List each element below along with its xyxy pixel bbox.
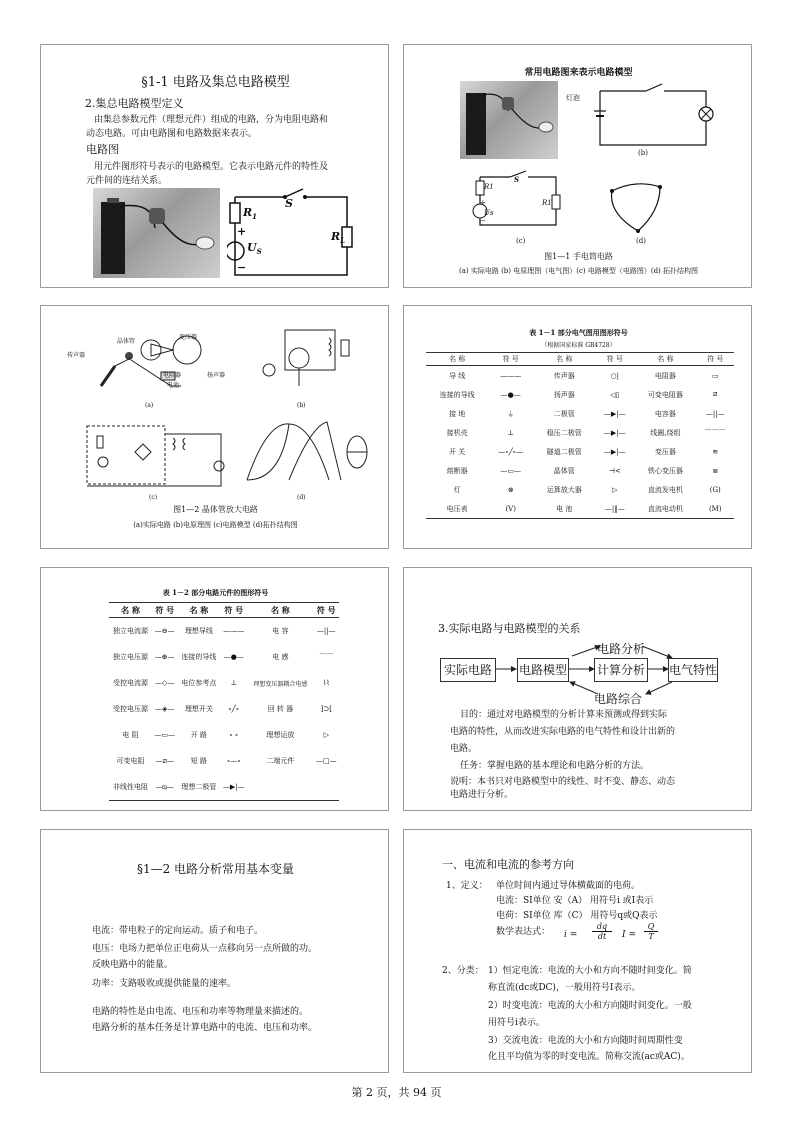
paragraph-line: 电路的特性是由电流、电压和功率等物理量来描述的。 xyxy=(92,1007,309,1017)
label-a: (a) xyxy=(145,402,154,409)
cell: 稳压二极管 xyxy=(546,428,582,437)
speaker-symbol: ◁▯ xyxy=(610,390,620,399)
cell: 理想二极管 xyxy=(181,783,217,791)
capacitor-symbol: —||— xyxy=(316,627,336,635)
classification-line: 3）交流电流：电流的大小和方向随时间周期性变 xyxy=(488,1036,683,1046)
resistor-label: 电阻器 xyxy=(163,372,182,379)
switch-label: S xyxy=(285,197,293,210)
paragraph-line: 电路分析的基本任务是计算电路中的电流、电压和功率。 xyxy=(92,1023,318,1033)
coupled-inductor-symbol: ⌇⌇ xyxy=(322,679,330,687)
box-electrical-property: 电气特性 xyxy=(668,658,718,682)
classification-line: 称直流(dc或DC)，一般用符号I表示。 xyxy=(488,983,641,993)
paragraph-line: 说明：本书只对电路模型中的线性、时不变、静态、动态 xyxy=(450,777,676,787)
slide-3 xyxy=(40,305,389,549)
open-symbol: ∘ ∘ xyxy=(229,731,239,739)
cell: 受控电流源 xyxy=(113,679,149,687)
table-row xyxy=(426,366,734,386)
r1-label: $R_1$ xyxy=(243,206,258,222)
cell: 非线性电阻 xyxy=(113,783,149,791)
capacitor-symbol: —||— xyxy=(705,409,725,418)
r1-label: R1 xyxy=(484,183,494,191)
us-label: Us xyxy=(484,209,494,217)
cell: 导 线 xyxy=(449,371,466,380)
transistor-symbol: ⊣< xyxy=(608,466,621,475)
cell: 电压表 xyxy=(446,504,468,513)
table-row xyxy=(109,748,339,774)
slide-4 xyxy=(403,305,752,549)
cell: 理想导线 xyxy=(184,627,213,635)
cell: 受控电压源 xyxy=(113,705,149,713)
element-table xyxy=(109,602,339,801)
cell: 电 感 xyxy=(272,653,289,661)
battery-symbol: —|‖— xyxy=(604,504,625,513)
paragraph-line: 电路。 xyxy=(450,744,478,754)
flashlight-photo xyxy=(460,81,558,159)
voltage-source-symbol: —⊕— xyxy=(154,653,175,661)
slide-8 xyxy=(403,829,752,1073)
sub-heading: 电路图 xyxy=(86,143,119,156)
cell: 隧道二极管 xyxy=(546,447,582,456)
table-title: 表 1－1 部分电气图用图形符号 xyxy=(529,328,628,337)
us-label: $U_S$ xyxy=(247,241,262,257)
lamp-label: 灯泡 xyxy=(566,94,580,102)
cell: 直流电动机 xyxy=(647,504,683,513)
battery-icon xyxy=(460,81,558,159)
bottom-label: 电路综合 xyxy=(594,692,643,706)
two-terminal-symbol: —□— xyxy=(315,757,337,765)
diode-symbol: —▶|— xyxy=(222,783,245,791)
paragraph-line: 由集总参数元件（理想元件）组成的电路，分为电阻电路和 xyxy=(94,115,329,125)
paragraph-line: 电流：带电粒子的定向运动。质子和电子。 xyxy=(92,926,264,936)
table-row xyxy=(426,499,734,519)
header-cell: 名 称 xyxy=(270,604,290,615)
figure-caption: 图1—2 晶体管放大电路 xyxy=(173,505,258,514)
speaker-label: 扬声器 xyxy=(207,372,226,379)
fraction-q-t: Q T xyxy=(644,922,658,941)
table-row xyxy=(426,385,734,404)
header-cell: 名 称 xyxy=(189,604,209,615)
cell: 回 转 器 xyxy=(267,705,294,713)
unit-line: 电荷：SI单位 库（C） 用符号q或Q表示 xyxy=(496,911,658,921)
reference-symbol: ⊥ xyxy=(230,679,238,687)
plus-label: + xyxy=(480,199,486,207)
definition-text: 单位时间内通过导体横截面的电荷。 xyxy=(496,881,641,891)
inductor-symbol: ⌒⌒ xyxy=(319,653,334,661)
figure-subcaption: (a)实际电路 (b)电原理图 (c)电路模型 (d)拓扑结构图 xyxy=(133,521,298,529)
cell: 短 路 xyxy=(190,757,208,765)
minus-label: − xyxy=(237,261,247,274)
cell xyxy=(247,774,313,801)
minus-label: − xyxy=(480,217,486,225)
table-row xyxy=(109,618,339,645)
cell: 线圈,绕组 xyxy=(650,428,681,437)
slide-title: 3.实际电路与电路模型的关系 xyxy=(438,622,581,635)
diode-symbol: —▶|— xyxy=(603,409,626,418)
schematic-c xyxy=(472,169,568,233)
paragraph-line: 任务：掌握电路的基本理论和电路分析的方法。 xyxy=(460,761,650,771)
cell: 接机壳 xyxy=(446,428,468,437)
cell: 独立电流源 xyxy=(113,627,149,635)
cell: 可变电阻 xyxy=(116,757,145,765)
table-row xyxy=(109,774,339,801)
opamp-symbol: ▷ xyxy=(612,485,618,494)
switch-symbol: ∘╱∘ xyxy=(228,705,240,713)
controlled-voltage-symbol: —◈— xyxy=(155,705,175,713)
variable-resistor-symbol: ⧄ xyxy=(713,390,718,398)
label-c: (c) xyxy=(149,494,158,501)
cell: 开 关 xyxy=(449,447,466,456)
slide-7 xyxy=(40,829,389,1073)
transformer-symbol: ≋ xyxy=(712,447,719,456)
paragraph-line: 电压：电场力把单位正电荷从一点移向另一点所做的功。 xyxy=(92,944,318,954)
battery-icon xyxy=(93,188,220,278)
paragraph-line: 电路进行分析。 xyxy=(450,790,514,800)
cell: 开 路 xyxy=(190,731,208,739)
paragraph-line: 电路的特性，从而改进实际电路的电气特性和设计出新的 xyxy=(450,727,676,737)
label-d: (d) xyxy=(636,237,646,245)
chassis-symbol: ⊥ xyxy=(507,428,514,437)
header-cell: 符 号 xyxy=(707,355,724,363)
table-row xyxy=(426,404,734,423)
amplifier-photo-a xyxy=(71,326,221,401)
short-symbol: ∘—∘ xyxy=(226,757,241,765)
cell: 运算放大器 xyxy=(546,485,582,494)
classification-line: 用符号i表示。 xyxy=(488,1018,545,1028)
paragraph-line: 动态电路。可由电路图和电路数据来表示。 xyxy=(86,129,258,139)
gyrator-symbol: ]⊃[ xyxy=(320,705,332,713)
voltmeter-symbol: (V) xyxy=(505,504,516,513)
cell: 铁心变压器 xyxy=(647,466,683,475)
cell: 理想运放 xyxy=(266,731,295,739)
fraction-dq-dt: dq dt xyxy=(592,922,612,941)
box-circuit-model: 电路模型 xyxy=(517,658,569,682)
fuse-symbol: —▭— xyxy=(500,466,522,475)
slide-2 xyxy=(403,44,752,288)
slide-title: 一、电流和电流的参考方向 xyxy=(442,858,574,871)
classification-label: 2、分类： xyxy=(442,966,484,976)
top-label: 电路分析 xyxy=(597,642,646,656)
header-cell: 符 号 xyxy=(224,604,244,615)
slide-1 xyxy=(40,44,389,288)
header-cell: 名 称 xyxy=(121,604,140,615)
cell: 直流发电机 xyxy=(647,485,683,494)
label-c: (c) xyxy=(516,237,526,245)
cell: 连接的导线 xyxy=(181,653,217,661)
circuit-model-c xyxy=(81,416,231,491)
cell xyxy=(314,774,339,801)
wire-symbol: ——— xyxy=(500,371,522,380)
table-row xyxy=(109,644,339,670)
cell: 电阻器 xyxy=(654,371,676,380)
section-heading: 2.集总电路模型定义 xyxy=(85,97,184,110)
r2-label: R1 xyxy=(542,199,552,207)
header-cell: 名 称 xyxy=(556,355,573,363)
paragraph-line: 反映电路中的能量。 xyxy=(92,960,174,970)
coil-symbol: ⌒⌒⌒ xyxy=(704,428,726,437)
transformer-label: 变压器 xyxy=(179,334,198,341)
resistor-symbol: ▭ xyxy=(711,371,719,380)
cell: 理想开关 xyxy=(184,705,213,713)
transistor-label: 晶体管 xyxy=(117,338,136,345)
cell: 独立电压源 xyxy=(113,653,149,661)
junction-symbol: —●— xyxy=(500,390,521,399)
cell: 熔断器 xyxy=(446,466,468,475)
formula-i: i = xyxy=(564,930,578,940)
schematic-b xyxy=(594,81,714,159)
topology-d xyxy=(604,177,664,239)
classification-line: 2）时变电流：电流的大小和方向随时间变化。一般 xyxy=(488,1001,692,1011)
slide-title: 常用电路图来表示电路模型 xyxy=(524,68,633,78)
switch-symbol: —∘╱∘— xyxy=(498,447,524,456)
cell: 变压器 xyxy=(654,447,676,456)
table-row xyxy=(426,461,734,480)
figure-subcaption: (a) 实际电路 (b) 电原理图（电气图）(c) 电路模型（电路图）(d) 拓扑结构图 xyxy=(458,267,699,275)
schematic-b xyxy=(255,324,355,399)
formula-I: I = xyxy=(622,930,636,940)
page-footer: 第 2 页，共 94 页 xyxy=(351,1086,442,1099)
cell: 接 地 xyxy=(449,409,466,418)
cell: 电位参考点 xyxy=(181,679,217,687)
wire-symbol: ——— xyxy=(223,627,245,635)
tunnel-diode-symbol: —▶|— xyxy=(603,447,626,456)
current-source-symbol: —⊖— xyxy=(154,627,175,635)
cell: 电 容 xyxy=(272,627,289,635)
paragraph-line: 元件间的连结关系。 xyxy=(86,176,168,186)
box-calculation: 计算分析 xyxy=(594,658,648,682)
controlled-current-symbol: —◇— xyxy=(155,679,175,687)
header-cell: 名 称 xyxy=(449,355,466,363)
classification-line: 1）恒定电流：电流的大小和方向不随时间变化。简 xyxy=(488,966,692,976)
s-label: S xyxy=(514,175,520,184)
table-header-row xyxy=(426,353,734,366)
formula-label: 数学表达式： xyxy=(496,927,551,937)
cell: 二端元件 xyxy=(266,757,295,765)
table-header-row xyxy=(109,603,339,618)
paragraph-line: 用元件图形符号表示的电路模型。它表示电路元件的特性及 xyxy=(94,162,329,172)
cell: 二极管 xyxy=(553,409,575,418)
header-cell: 符 号 xyxy=(502,355,519,363)
figure-caption: 图1—1 手电筒电路 xyxy=(544,252,613,261)
classification-line: 化且平均值为零的时变电流。简称交流(ac或AC)。 xyxy=(488,1052,690,1062)
header-cell: 符 号 xyxy=(316,604,336,615)
table-title: 表 1－2 部分电路元件的图形符号 xyxy=(162,588,269,597)
topology-d xyxy=(241,416,381,491)
label-b: (b) xyxy=(638,149,648,157)
box-real-circuit: 实际电路 xyxy=(440,658,496,682)
label-d: (d) xyxy=(297,494,306,501)
slide-title: §1—2 电路分析常用基本变量 xyxy=(136,862,295,876)
cell: 连接的导线 xyxy=(439,390,475,399)
table-row xyxy=(109,696,339,722)
paragraph-line: 功率：支路吸收或提供能量的速率。 xyxy=(92,979,237,989)
cell: 晶体管 xyxy=(553,466,575,475)
plus-label: + xyxy=(237,225,247,238)
header-cell: 名 称 xyxy=(657,355,674,363)
nonlinear-resistor-symbol: —⧅— xyxy=(155,782,174,791)
table-row xyxy=(426,480,734,499)
microphone-symbol: ○| xyxy=(610,371,620,380)
slide-title: §1-1 电路及集总电路模型 xyxy=(141,75,290,90)
zener-symbol: —▶|— xyxy=(603,428,626,437)
table-subtitle: （根据国家标准 GB4728） xyxy=(541,342,616,349)
cell: 电 阻 xyxy=(122,731,139,739)
definition-label: 1、定义： xyxy=(446,881,488,891)
unit-line: 电流：SI单位 安（A） 用符号i 或I表示 xyxy=(496,896,654,906)
opamp-symbol: ▷ xyxy=(323,731,329,739)
table-row xyxy=(426,442,734,461)
generator-symbol: (G) xyxy=(709,485,721,494)
motor-symbol: (M) xyxy=(708,504,722,513)
junction-symbol: —●— xyxy=(223,653,244,661)
label-b: (b) xyxy=(297,402,306,409)
paragraph-line: 目的：通过对电路模型的分析计算来预测或得到实际 xyxy=(460,710,668,720)
rl-label: $R_L$ xyxy=(331,230,346,246)
ground-symbol: ⏚ xyxy=(507,409,515,418)
mic-label: 传声器 xyxy=(67,352,86,359)
slide-6 xyxy=(403,567,752,811)
battery-label: 电池 xyxy=(167,382,180,389)
header-cell: 符 号 xyxy=(155,604,175,615)
cell: 电 池 xyxy=(556,504,573,513)
slide-5 xyxy=(40,567,389,811)
cell: 理想变压器耦合电感 xyxy=(253,680,308,688)
cell: 传声器 xyxy=(553,371,575,380)
cell: 扬声器 xyxy=(553,390,575,399)
flashlight-photo xyxy=(93,188,220,278)
table-row xyxy=(426,423,734,442)
table-row xyxy=(109,722,339,748)
cell: 电容器 xyxy=(654,409,676,418)
cell: 可变电阻器 xyxy=(647,390,683,399)
iron-core-symbol: ≣ xyxy=(712,466,719,475)
header-cell: 符 号 xyxy=(606,355,623,363)
variable-resistor-symbol: —⧄— xyxy=(155,756,174,765)
resistor-symbol: —▭— xyxy=(154,731,176,739)
table-row xyxy=(109,670,339,696)
symbol-table xyxy=(426,352,734,519)
cell: 灯 xyxy=(453,485,461,494)
lamp-symbol: ⊗ xyxy=(507,485,514,494)
